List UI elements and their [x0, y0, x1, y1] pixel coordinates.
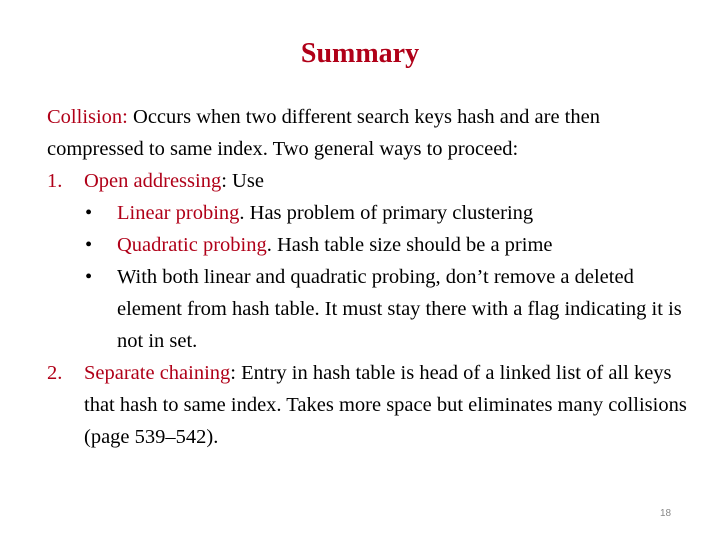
list-item-open-addressing	[47, 165, 687, 197]
separate-chaining-term: Separate chaining	[84, 362, 231, 384]
bullet-icon: •	[85, 234, 93, 256]
list-number: 1.	[47, 170, 63, 192]
linear-probing-term: Linear probing	[117, 202, 240, 224]
bullet-icon: •	[85, 266, 93, 288]
deletion-note-text: With both linear and quadratic probing, don’t remove a deleted element from hash table. It must stay there with a flag indicating it is not in set.	[117, 266, 682, 352]
collision-text: Occurs when two different search keys hash and are then compressed to same index. Two general ways to proceed:	[47, 106, 600, 160]
quadratic-probing-text: . Hash table size should be a prime	[266, 234, 553, 256]
list-number: 2.	[47, 362, 63, 384]
slide-title: Summary	[300, 38, 420, 69]
bullet-quadratic-probing	[47, 229, 687, 261]
bullet-deletion-note	[47, 261, 687, 357]
bullet-icon: •	[85, 202, 93, 224]
page-number: 18	[660, 508, 672, 519]
slide-body	[47, 101, 687, 453]
intro-paragraph	[47, 101, 687, 165]
open-addressing-term: Open addressing	[84, 170, 222, 192]
collision-term: Collision:	[47, 106, 128, 128]
open-addressing-text: : Use	[221, 170, 264, 192]
bullet-linear-probing	[47, 197, 687, 229]
linear-probing-text: . Has problem of primary clustering	[239, 202, 534, 224]
quadratic-probing-term: Quadratic probing	[117, 234, 267, 256]
list-item-separate-chaining	[47, 357, 687, 453]
separate-chaining-text: : Entry in hash table is head of a linked list of all keys that hash to same index. Takes more space but eliminates many collisions (page 539–542).	[84, 362, 687, 448]
